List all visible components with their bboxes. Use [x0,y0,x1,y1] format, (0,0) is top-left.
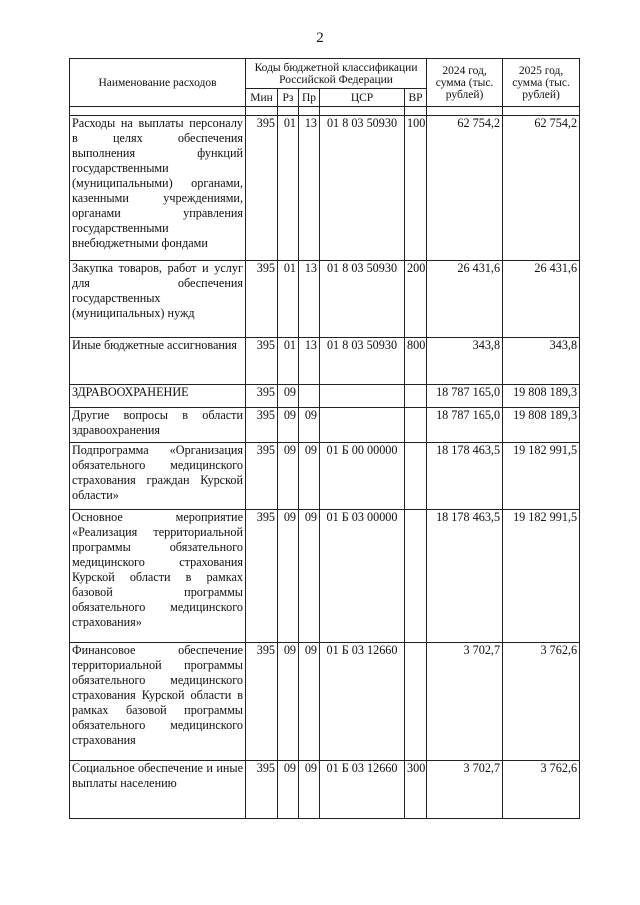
table-row [70,116,580,261]
row-amount-2025: 26 431,6 [503,261,580,338]
table-row [70,338,580,385]
row-name: Социальное обеспечение и иные выплаты населению [70,761,246,819]
row-name: Другие вопросы в области здравоохранения [70,408,246,443]
row-csr: 01 8 03 50930 [320,338,405,385]
row-amount-2025: 19 182 991,5 [503,510,580,643]
row-pr: 13 [299,116,320,261]
row-rz: 01 [278,116,299,261]
row-pr: 09 [299,510,320,643]
row-amount-2024: 3 702,7 [427,761,503,819]
table-row [70,385,580,408]
table-row [70,761,580,819]
row-amount-2025: 19 808 189,3 [503,385,580,408]
row-vr [405,385,427,408]
row-csr: 01 8 03 50930 [320,116,405,261]
page-number: 2 [316,30,324,46]
table-row [70,443,580,510]
row-name: Финансовое обеспечение территориальной программы обязательного медицинского страхования Курской области в рамках базовой программы обязательного медицинского страхования [70,643,246,761]
row-vr: 200 [405,261,427,338]
row-pr: 09 [299,643,320,761]
header-name: Наименование расходов [70,59,246,107]
row-pr: 13 [299,338,320,385]
row-name: Основное мероприятие «Реализация территориальной программы обязательного медицинского страхования Курской области в рамках базовой программы обязательного медицинского страхования» [70,510,246,643]
row-vr [405,443,427,510]
row-name: Иные бюджетные ассигнования [70,338,246,385]
row-rz: 09 [278,385,299,408]
row-rz: 09 [278,761,299,819]
row-amount-2025: 19 808 189,3 [503,408,580,443]
row-min: 395 [246,385,278,408]
row-amount-2024: 18 787 165,0 [427,385,503,408]
row-min: 395 [246,338,278,385]
row-pr: 09 [299,761,320,819]
row-csr: 01 Б 03 00000 [320,510,405,643]
row-amount-2025: 343,8 [503,338,580,385]
header-min: Мин [246,89,278,107]
row-name: Подпрограмма «Организация обязательного медицинского страхования граждан Курской области» [70,443,246,510]
table-row [70,261,580,338]
row-pr: 13 [299,261,320,338]
row-vr: 100 [405,116,427,261]
row-csr: 01 Б 03 12660 [320,761,405,819]
row-rz: 01 [278,338,299,385]
row-csr: 01 8 03 50930 [320,261,405,338]
row-vr [405,643,427,761]
row-vr: 800 [405,338,427,385]
header-2024: 2024 год, сумма (тыс. рублей) [427,59,503,107]
row-name: Закупка товаров, работ и услуг для обеспечения государственных (муниципальных) нужд [70,261,246,338]
row-amount-2025: 62 754,2 [503,116,580,261]
row-amount-2024: 62 754,2 [427,116,503,261]
row-csr: 01 Б 03 12660 [320,643,405,761]
header-vr: ВР [405,89,427,107]
spacer-row [70,107,580,116]
row-min: 395 [246,761,278,819]
row-rz: 09 [278,643,299,761]
row-name: ЗДРАВООХРАНЕНИЕ [70,385,246,408]
row-amount-2024: 18 178 463,5 [427,443,503,510]
row-min: 395 [246,408,278,443]
row-rz: 09 [278,408,299,443]
row-csr: 01 Б 00 00000 [320,443,405,510]
header-codes-group: Коды бюджетной классификации Российской Федерации [246,59,427,89]
row-amount-2024: 26 431,6 [427,261,503,338]
row-rz: 09 [278,443,299,510]
row-pr [299,385,320,408]
budget-table [69,58,580,819]
row-vr: 300 [405,761,427,819]
row-min: 395 [246,643,278,761]
row-rz: 09 [278,510,299,643]
row-pr: 09 [299,408,320,443]
row-min: 395 [246,116,278,261]
row-amount-2024: 343,8 [427,338,503,385]
row-amount-2025: 19 182 991,5 [503,443,580,510]
row-rz: 01 [278,261,299,338]
header-csr: ЦСР [320,89,405,107]
header-pr: Пр [299,89,320,107]
row-csr [320,385,405,408]
row-min: 395 [246,510,278,643]
header-rz: Рз [278,89,299,107]
table-row [70,510,580,643]
table-row [70,643,580,761]
header-2025: 2025 год, сумма (тыс. рублей) [503,59,580,107]
row-pr: 09 [299,443,320,510]
row-amount-2025: 3 762,6 [503,643,580,761]
row-amount-2024: 3 702,7 [427,643,503,761]
row-amount-2024: 18 787 165,0 [427,408,503,443]
row-amount-2024: 18 178 463,5 [427,510,503,643]
row-min: 395 [246,443,278,510]
row-vr [405,510,427,643]
row-name: Расходы на выплаты персоналу в целях обеспечения выполнения функций государственными (муниципальными) органами, казенными учреждениями, органами управления государственными внебюджетными фондами [70,116,246,261]
row-csr [320,408,405,443]
row-vr [405,408,427,443]
row-amount-2025: 3 762,6 [503,761,580,819]
row-min: 395 [246,261,278,338]
table-row [70,408,580,443]
table-body [70,107,580,819]
